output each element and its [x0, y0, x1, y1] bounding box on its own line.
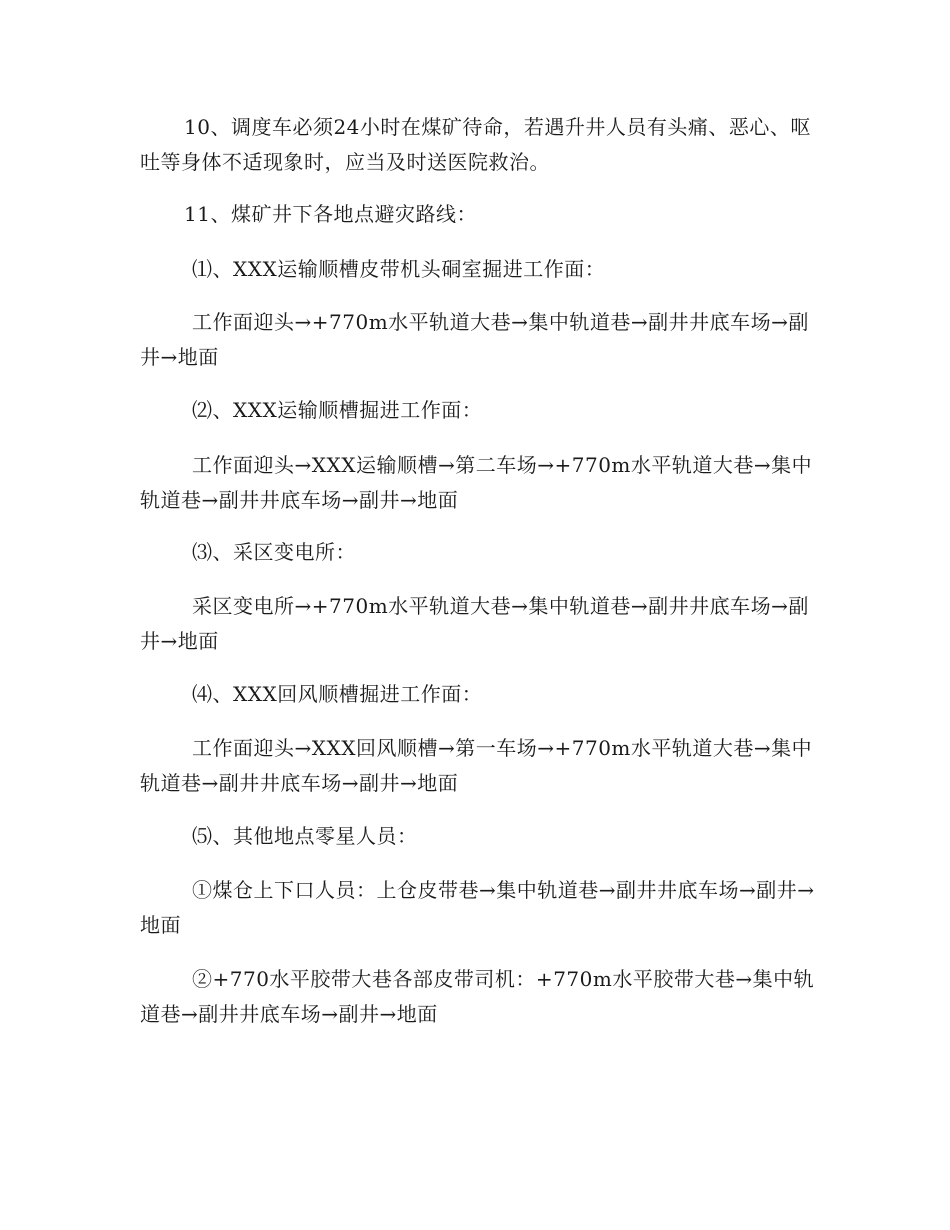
route-heading-4: ⑷、XXX回风顺槽掘进工作面： [192, 682, 483, 706]
route-heading-1: ⑴、XXX运输顺槽皮带机头硐室掘进工作面： [192, 257, 606, 281]
route-heading-3: ⑶、采区变电所： [192, 540, 356, 564]
route-heading-2: ⑵、XXX运输顺槽掘进工作面： [192, 398, 483, 422]
paragraph-item-10: 10、调度车必须24小时在煤矿待命，若遇升井人员有头痛、恶心、呕吐等身体不适现象时，应当及时送医院救治。 [140, 115, 811, 174]
paragraph-item-11-heading: 11、煤矿井下各地点避灾路线： [184, 202, 477, 226]
route-path-5-2: ②+770水平胶带大巷各部皮带司机：+770m水平胶带大巷→集中轨道巷→副井井底车场→副井→地面 [140, 967, 815, 1026]
route-heading-5: ⑸、其他地点零星人员： [192, 824, 418, 848]
route-path-2: 工作面迎头→XXX运输顺槽→第二车场→+770m水平轨道大巷→集中轨道巷→副井井底车场→副井→地面 [140, 453, 813, 512]
route-path-3: 采区变电所→+770m水平轨道大巷→集中轨道巷→副井井底车场→副井→地面 [140, 594, 809, 653]
route-path-5-1: ①煤仓上下口人员：上仓皮带巷→集中轨道巷→副井井底车场→副井→地面 [140, 878, 815, 937]
route-path-1: 工作面迎头→+770m水平轨道大巷→集中轨道巷→副井井底车场→副井→地面 [140, 310, 809, 369]
route-path-4: 工作面迎头→XXX回风顺槽→第一车场→+770m水平轨道大巷→集中轨道巷→副井井底车场→副井→地面 [140, 736, 813, 795]
